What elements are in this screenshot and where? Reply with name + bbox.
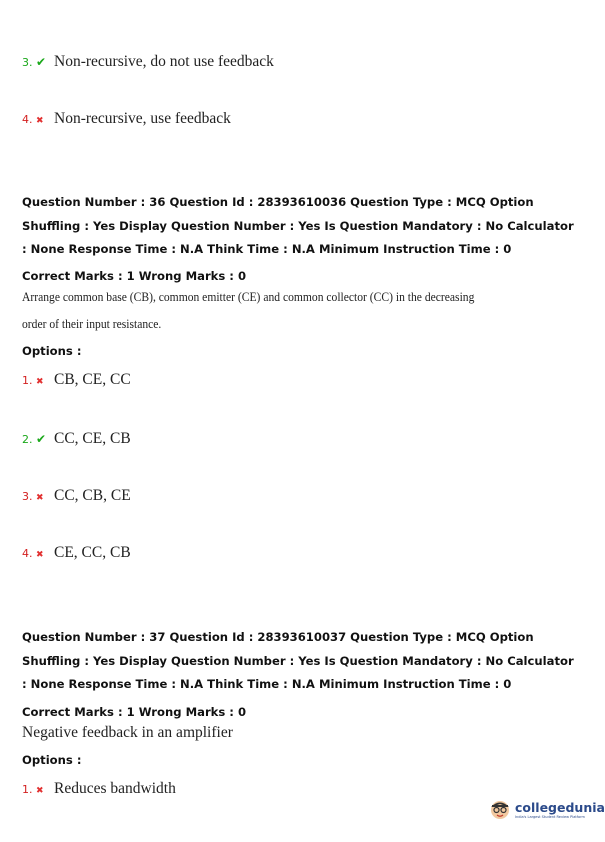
option-row [22,780,176,798]
logo-name: collegedunia [515,799,605,815]
logo-tagline: India's Largest Student Review Platform [515,814,585,819]
option-text: CC, CE, CB [54,430,131,447]
question-marks: Correct Marks : 1 Wrong Marks : 0 [22,269,247,283]
option-number: 1. [22,374,33,387]
question-text: Negative feedback in an amplifier [22,724,233,741]
mascot-icon [488,797,512,821]
option-text: Reduces bandwidth [54,780,176,797]
options-label: Options : [22,344,82,358]
question-meta: Question Number : 37 Question Id : 28393610037 Question Type : MCQ Option Shuffling : Yes Display Question Number : Yes Is Question Mandatory : No Calculator : None Response Time : N.A Think Time : N.A Minimum Instruction Time : 0 [22,630,574,691]
option-number: 3. [22,490,33,503]
option-number: 4. [22,547,33,560]
option-row [22,430,131,448]
question-text-line: Arrange common base (CB), common emitter (CE) and common collector (CC) in the decreasing [22,290,475,304]
option-row [22,110,231,128]
option-row [22,487,131,505]
check-icon: ✔ [36,432,47,446]
collegedunia-logo [488,797,605,821]
option-text: Non-recursive, do not use feedback [54,53,274,70]
option-number: 3. [22,56,33,69]
option-number: 4. [22,113,33,126]
option-text: CB, CE, CC [54,371,131,388]
options-label: Options : [22,753,82,767]
question-marks: Correct Marks : 1 Wrong Marks : 0 [22,705,247,719]
option-number: 2. [22,433,33,446]
cross-icon: ✖ [36,116,44,126]
option-row [22,53,274,71]
check-icon: ✔ [36,55,47,69]
question-text-line: order of their input resistance. [22,317,162,331]
cross-icon: ✖ [36,786,44,796]
question-meta: Question Number : 36 Question Id : 28393610036 Question Type : MCQ Option Shuffling : Yes Display Question Number : Yes Is Question Mandatory : No Calculator : None Response Time : N.A Think Time : N.A Minimum Instruction Time : 0 [22,195,574,256]
cross-icon: ✖ [36,493,44,503]
cross-icon: ✖ [36,550,44,560]
cross-icon: ✖ [36,377,44,387]
option-row [22,544,131,562]
option-row [22,371,131,389]
option-text: CE, CC, CB [54,544,131,561]
option-number: 1. [22,783,33,796]
option-text: CC, CB, CE [54,487,131,504]
option-text: Non-recursive, use feedback [54,110,231,127]
